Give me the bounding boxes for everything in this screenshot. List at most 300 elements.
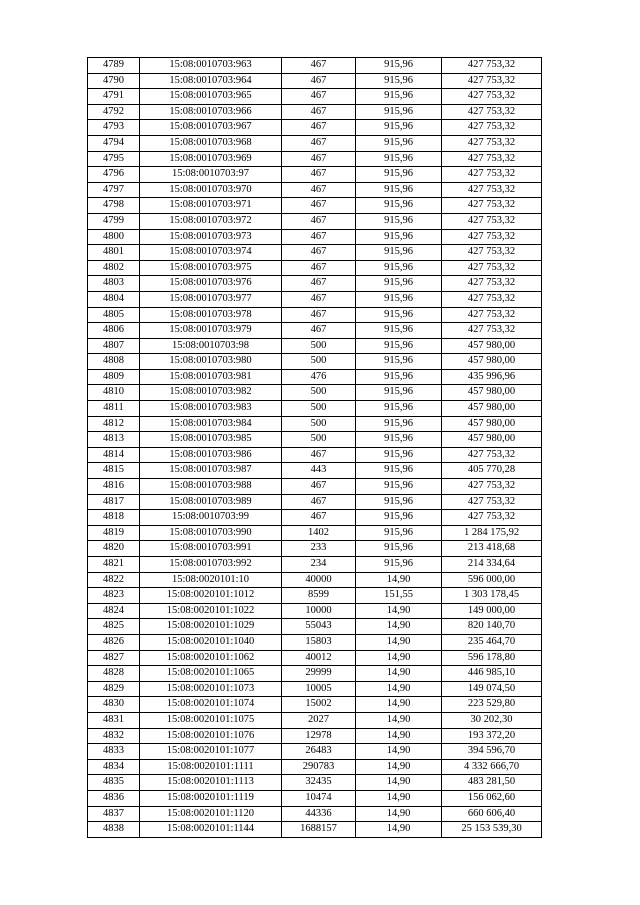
row-number-cell: 4798	[88, 198, 140, 214]
cadastral-value-cell: 427 753,32	[442, 104, 542, 120]
cadastral-number-cell: 15:08:0010703:980	[140, 354, 282, 370]
cadastral-number-cell: 15:08:0010703:981	[140, 369, 282, 385]
area-cell: 467	[282, 291, 356, 307]
table-row	[88, 650, 542, 666]
specific-value-cell: 915,96	[356, 229, 442, 245]
table-row	[88, 557, 542, 573]
cadastral-value-cell: 660 606,40	[442, 806, 542, 822]
row-number-cell: 4823	[88, 588, 140, 604]
row-number-cell: 4835	[88, 775, 140, 791]
area-cell: 500	[282, 338, 356, 354]
area-cell: 44336	[282, 806, 356, 822]
cadastral-number-cell: 15:08:0010703:976	[140, 276, 282, 292]
cadastral-number-cell: 15:08:0020101:1111	[140, 759, 282, 775]
row-number-cell: 4806	[88, 323, 140, 339]
specific-value-cell: 915,96	[356, 291, 442, 307]
cadastral-number-cell: 15:08:0020101:1075	[140, 712, 282, 728]
table-row	[88, 104, 542, 120]
area-cell: 467	[282, 182, 356, 198]
cadastral-value-cell: 457 980,00	[442, 416, 542, 432]
area-cell: 32435	[282, 775, 356, 791]
area-cell: 10474	[282, 790, 356, 806]
cadastral-value-cell: 427 753,32	[442, 291, 542, 307]
cadastral-number-cell: 15:08:0010703:988	[140, 479, 282, 495]
row-number-cell: 4792	[88, 104, 140, 120]
specific-value-cell: 915,96	[356, 557, 442, 573]
row-number-cell: 4817	[88, 494, 140, 510]
cadastral-number-cell: 15:08:0020101:1074	[140, 697, 282, 713]
table-row	[88, 291, 542, 307]
specific-value-cell: 915,96	[356, 541, 442, 557]
cadastral-value-cell: 427 753,32	[442, 167, 542, 183]
cadastral-number-cell: 15:08:0020101:1040	[140, 634, 282, 650]
table-row	[88, 681, 542, 697]
specific-value-cell: 915,96	[356, 104, 442, 120]
cadastral-value-cell: 213 418,68	[442, 541, 542, 557]
specific-value-cell: 915,96	[356, 416, 442, 432]
area-cell: 467	[282, 447, 356, 463]
cadastral-value-cell: 596 178,80	[442, 650, 542, 666]
row-number-cell: 4833	[88, 744, 140, 760]
cadastral-value-cell: 596 000,00	[442, 572, 542, 588]
area-cell: 290783	[282, 759, 356, 775]
table-row	[88, 790, 542, 806]
cadastral-value-cell: 457 980,00	[442, 338, 542, 354]
cadastral-value-cell: 214 334,64	[442, 557, 542, 573]
specific-value-cell: 14,90	[356, 728, 442, 744]
area-cell: 467	[282, 307, 356, 323]
specific-value-cell: 14,90	[356, 619, 442, 635]
cadastral-value-cell: 427 753,32	[442, 447, 542, 463]
row-number-cell: 4825	[88, 619, 140, 635]
row-number-cell: 4803	[88, 276, 140, 292]
area-cell: 233	[282, 541, 356, 557]
cadastral-value-cell: 427 753,32	[442, 213, 542, 229]
row-number-cell: 4796	[88, 167, 140, 183]
land-parcel-table	[87, 57, 542, 838]
area-cell: 55043	[282, 619, 356, 635]
cadastral-value-cell: 427 753,32	[442, 307, 542, 323]
table-body	[88, 58, 542, 838]
table-row	[88, 182, 542, 198]
cadastral-number-cell: 15:08:0010703:97	[140, 167, 282, 183]
area-cell: 1402	[282, 525, 356, 541]
table-row	[88, 213, 542, 229]
specific-value-cell: 14,90	[356, 634, 442, 650]
area-cell: 467	[282, 229, 356, 245]
cadastral-number-cell: 15:08:0010703:977	[140, 291, 282, 307]
specific-value-cell: 14,90	[356, 650, 442, 666]
specific-value-cell: 14,90	[356, 822, 442, 838]
cadastral-number-cell: 15:08:0020101:1113	[140, 775, 282, 791]
cadastral-number-cell: 15:08:0020101:1062	[140, 650, 282, 666]
area-cell: 467	[282, 198, 356, 214]
specific-value-cell: 14,90	[356, 697, 442, 713]
area-cell: 467	[282, 104, 356, 120]
cadastral-number-cell: 15:08:0010703:965	[140, 89, 282, 105]
table-row	[88, 619, 542, 635]
area-cell: 467	[282, 323, 356, 339]
table-row	[88, 229, 542, 245]
row-number-cell: 4810	[88, 385, 140, 401]
specific-value-cell: 915,96	[356, 447, 442, 463]
cadastral-value-cell: 193 372,20	[442, 728, 542, 744]
row-number-cell: 4834	[88, 759, 140, 775]
row-number-cell: 4829	[88, 681, 140, 697]
specific-value-cell: 14,90	[356, 712, 442, 728]
cadastral-value-cell: 427 753,32	[442, 58, 542, 74]
cadastral-number-cell: 15:08:0010703:992	[140, 557, 282, 573]
cadastral-value-cell: 394 596,70	[442, 744, 542, 760]
specific-value-cell: 915,96	[356, 385, 442, 401]
specific-value-cell: 915,96	[356, 120, 442, 136]
table-row	[88, 369, 542, 385]
area-cell: 500	[282, 385, 356, 401]
specific-value-cell: 14,90	[356, 681, 442, 697]
specific-value-cell: 915,96	[356, 307, 442, 323]
table-row	[88, 89, 542, 105]
table-row	[88, 541, 542, 557]
cadastral-number-cell: 15:08:0020101:1077	[140, 744, 282, 760]
cadastral-number-cell: 15:08:0010703:963	[140, 58, 282, 74]
row-number-cell: 4812	[88, 416, 140, 432]
table-row	[88, 401, 542, 417]
table-row	[88, 744, 542, 760]
area-cell: 500	[282, 416, 356, 432]
table-row	[88, 479, 542, 495]
row-number-cell: 4814	[88, 447, 140, 463]
area-cell: 10000	[282, 603, 356, 619]
area-cell: 15803	[282, 634, 356, 650]
cadastral-number-cell: 15:08:0010703:979	[140, 323, 282, 339]
area-cell: 40000	[282, 572, 356, 588]
row-number-cell: 4836	[88, 790, 140, 806]
cadastral-value-cell: 4 332 666,70	[442, 759, 542, 775]
row-number-cell: 4815	[88, 463, 140, 479]
cadastral-value-cell: 427 753,32	[442, 198, 542, 214]
table-row	[88, 728, 542, 744]
row-number-cell: 4828	[88, 666, 140, 682]
area-cell: 500	[282, 432, 356, 448]
row-number-cell: 4791	[88, 89, 140, 105]
table-row	[88, 712, 542, 728]
table-row	[88, 634, 542, 650]
table-row	[88, 151, 542, 167]
table-row	[88, 775, 542, 791]
cadastral-number-cell: 15:08:0010703:972	[140, 213, 282, 229]
area-cell: 443	[282, 463, 356, 479]
row-number-cell: 4832	[88, 728, 140, 744]
cadastral-number-cell: 15:08:0010703:989	[140, 494, 282, 510]
table-row	[88, 822, 542, 838]
table-row	[88, 463, 542, 479]
cadastral-value-cell: 223 529,80	[442, 697, 542, 713]
cadastral-value-cell: 25 153 539,30	[442, 822, 542, 838]
cadastral-number-cell: 15:08:0010703:991	[140, 541, 282, 557]
row-number-cell: 4837	[88, 806, 140, 822]
table-row	[88, 135, 542, 151]
specific-value-cell: 915,96	[356, 213, 442, 229]
specific-value-cell: 915,96	[356, 198, 442, 214]
cadastral-number-cell: 15:08:0020101:1119	[140, 790, 282, 806]
area-cell: 476	[282, 369, 356, 385]
area-cell: 26483	[282, 744, 356, 760]
area-cell: 234	[282, 557, 356, 573]
cadastral-number-cell: 15:08:0010703:970	[140, 182, 282, 198]
cadastral-value-cell: 446 985,10	[442, 666, 542, 682]
table-row	[88, 603, 542, 619]
area-cell: 467	[282, 213, 356, 229]
specific-value-cell: 915,96	[356, 182, 442, 198]
specific-value-cell: 915,96	[356, 510, 442, 526]
cadastral-value-cell: 427 753,32	[442, 323, 542, 339]
row-number-cell: 4831	[88, 712, 140, 728]
table-row	[88, 572, 542, 588]
area-cell: 467	[282, 510, 356, 526]
table-row	[88, 58, 542, 74]
specific-value-cell: 915,96	[356, 463, 442, 479]
specific-value-cell: 915,96	[356, 525, 442, 541]
cadastral-value-cell: 435 996,96	[442, 369, 542, 385]
cadastral-value-cell: 457 980,00	[442, 385, 542, 401]
cadastral-value-cell: 149 000,00	[442, 603, 542, 619]
specific-value-cell: 915,96	[356, 479, 442, 495]
row-number-cell: 4818	[88, 510, 140, 526]
cadastral-number-cell: 15:08:0020101:1076	[140, 728, 282, 744]
area-cell: 1688157	[282, 822, 356, 838]
cadastral-number-cell: 15:08:0010703:990	[140, 525, 282, 541]
specific-value-cell: 915,96	[356, 276, 442, 292]
cadastral-number-cell: 15:08:0020101:10	[140, 572, 282, 588]
row-number-cell: 4824	[88, 603, 140, 619]
specific-value-cell: 915,96	[356, 323, 442, 339]
cadastral-number-cell: 15:08:0010703:985	[140, 432, 282, 448]
row-number-cell: 4802	[88, 260, 140, 276]
cadastral-value-cell: 30 202,30	[442, 712, 542, 728]
specific-value-cell: 14,90	[356, 666, 442, 682]
row-number-cell: 4808	[88, 354, 140, 370]
table-row	[88, 666, 542, 682]
specific-value-cell: 915,96	[356, 369, 442, 385]
table-row	[88, 276, 542, 292]
table-row	[88, 806, 542, 822]
specific-value-cell: 14,90	[356, 572, 442, 588]
table-row	[88, 432, 542, 448]
row-number-cell: 4797	[88, 182, 140, 198]
area-cell: 467	[282, 167, 356, 183]
row-number-cell: 4822	[88, 572, 140, 588]
cadastral-number-cell: 15:08:0020101:1029	[140, 619, 282, 635]
specific-value-cell: 915,96	[356, 135, 442, 151]
specific-value-cell: 14,90	[356, 806, 442, 822]
table-row	[88, 385, 542, 401]
area-cell: 10005	[282, 681, 356, 697]
cadastral-value-cell: 427 753,32	[442, 510, 542, 526]
row-number-cell: 4827	[88, 650, 140, 666]
area-cell: 15002	[282, 697, 356, 713]
specific-value-cell: 915,96	[356, 58, 442, 74]
specific-value-cell: 14,90	[356, 790, 442, 806]
specific-value-cell: 915,96	[356, 354, 442, 370]
cadastral-number-cell: 15:08:0010703:975	[140, 260, 282, 276]
cadastral-number-cell: 15:08:0020101:1065	[140, 666, 282, 682]
area-cell: 500	[282, 401, 356, 417]
area-cell: 467	[282, 245, 356, 261]
cadastral-value-cell: 427 753,32	[442, 182, 542, 198]
area-cell: 29999	[282, 666, 356, 682]
table-row	[88, 416, 542, 432]
cadastral-value-cell: 457 980,00	[442, 432, 542, 448]
cadastral-value-cell: 457 980,00	[442, 354, 542, 370]
table-row	[88, 120, 542, 136]
table-row	[88, 697, 542, 713]
row-number-cell: 4799	[88, 213, 140, 229]
area-cell: 467	[282, 276, 356, 292]
table-row	[88, 759, 542, 775]
area-cell: 467	[282, 151, 356, 167]
area-cell: 467	[282, 494, 356, 510]
specific-value-cell: 915,96	[356, 401, 442, 417]
table-row	[88, 167, 542, 183]
table-row	[88, 338, 542, 354]
table-row	[88, 588, 542, 604]
specific-value-cell: 915,96	[356, 245, 442, 261]
specific-value-cell: 915,96	[356, 151, 442, 167]
row-number-cell: 4821	[88, 557, 140, 573]
row-number-cell: 4790	[88, 73, 140, 89]
area-cell: 467	[282, 58, 356, 74]
cadastral-number-cell: 15:08:0010703:974	[140, 245, 282, 261]
row-number-cell: 4838	[88, 822, 140, 838]
table-row	[88, 354, 542, 370]
cadastral-number-cell: 15:08:0020101:1022	[140, 603, 282, 619]
cadastral-number-cell: 15:08:0010703:984	[140, 416, 282, 432]
cadastral-number-cell: 15:08:0020101:1073	[140, 681, 282, 697]
cadastral-number-cell: 15:08:0010703:968	[140, 135, 282, 151]
cadastral-value-cell: 156 062,60	[442, 790, 542, 806]
area-cell: 40012	[282, 650, 356, 666]
cadastral-value-cell: 483 281,50	[442, 775, 542, 791]
table-row	[88, 494, 542, 510]
area-cell: 467	[282, 260, 356, 276]
row-number-cell: 4809	[88, 369, 140, 385]
cadastral-number-cell: 15:08:0010703:99	[140, 510, 282, 526]
specific-value-cell: 151,55	[356, 588, 442, 604]
specific-value-cell: 14,90	[356, 759, 442, 775]
row-number-cell: 4819	[88, 525, 140, 541]
row-number-cell: 4801	[88, 245, 140, 261]
cadastral-value-cell: 427 753,32	[442, 245, 542, 261]
row-number-cell: 4800	[88, 229, 140, 245]
table-row	[88, 525, 542, 541]
cadastral-value-cell: 405 770,28	[442, 463, 542, 479]
cadastral-value-cell: 457 980,00	[442, 401, 542, 417]
cadastral-value-cell: 235 464,70	[442, 634, 542, 650]
cadastral-value-cell: 427 753,32	[442, 479, 542, 495]
specific-value-cell: 915,96	[356, 260, 442, 276]
area-cell: 467	[282, 479, 356, 495]
table-row	[88, 245, 542, 261]
row-number-cell: 4816	[88, 479, 140, 495]
row-number-cell: 4804	[88, 291, 140, 307]
document-page	[87, 57, 541, 838]
cadastral-value-cell: 427 753,32	[442, 135, 542, 151]
cadastral-number-cell: 15:08:0010703:966	[140, 104, 282, 120]
row-number-cell: 4826	[88, 634, 140, 650]
table-row	[88, 73, 542, 89]
row-number-cell: 4820	[88, 541, 140, 557]
cadastral-value-cell: 820 140,70	[442, 619, 542, 635]
cadastral-number-cell: 15:08:0010703:973	[140, 229, 282, 245]
cadastral-number-cell: 15:08:0010703:982	[140, 385, 282, 401]
row-number-cell: 4789	[88, 58, 140, 74]
row-number-cell: 4811	[88, 401, 140, 417]
area-cell: 467	[282, 120, 356, 136]
row-number-cell: 4830	[88, 697, 140, 713]
cadastral-number-cell: 15:08:0010703:971	[140, 198, 282, 214]
area-cell: 467	[282, 73, 356, 89]
specific-value-cell: 14,90	[356, 603, 442, 619]
cadastral-number-cell: 15:08:0020101:1012	[140, 588, 282, 604]
specific-value-cell: 14,90	[356, 744, 442, 760]
row-number-cell: 4795	[88, 151, 140, 167]
cadastral-value-cell: 427 753,32	[442, 89, 542, 105]
cadastral-number-cell: 15:08:0020101:1120	[140, 806, 282, 822]
cadastral-value-cell: 427 753,32	[442, 260, 542, 276]
cadastral-number-cell: 15:08:0010703:98	[140, 338, 282, 354]
specific-value-cell: 915,96	[356, 167, 442, 183]
table-row	[88, 198, 542, 214]
table-row	[88, 307, 542, 323]
cadastral-number-cell: 15:08:0010703:967	[140, 120, 282, 136]
specific-value-cell: 915,96	[356, 89, 442, 105]
cadastral-value-cell: 149 074,50	[442, 681, 542, 697]
specific-value-cell: 915,96	[356, 432, 442, 448]
cadastral-value-cell: 427 753,32	[442, 494, 542, 510]
cadastral-number-cell: 15:08:0010703:983	[140, 401, 282, 417]
cadastral-value-cell: 427 753,32	[442, 276, 542, 292]
table-row	[88, 323, 542, 339]
area-cell: 8599	[282, 588, 356, 604]
area-cell: 467	[282, 89, 356, 105]
cadastral-number-cell: 15:08:0010703:987	[140, 463, 282, 479]
cadastral-value-cell: 427 753,32	[442, 73, 542, 89]
cadastral-number-cell: 15:08:0010703:964	[140, 73, 282, 89]
table-row	[88, 510, 542, 526]
cadastral-number-cell: 15:08:0010703:978	[140, 307, 282, 323]
cadastral-value-cell: 427 753,32	[442, 120, 542, 136]
specific-value-cell: 915,96	[356, 73, 442, 89]
row-number-cell: 4793	[88, 120, 140, 136]
specific-value-cell: 915,96	[356, 494, 442, 510]
specific-value-cell: 14,90	[356, 775, 442, 791]
row-number-cell: 4805	[88, 307, 140, 323]
cadastral-value-cell: 1 303 178,45	[442, 588, 542, 604]
cadastral-value-cell: 427 753,32	[442, 151, 542, 167]
area-cell: 12978	[282, 728, 356, 744]
specific-value-cell: 915,96	[356, 338, 442, 354]
cadastral-number-cell: 15:08:0010703:969	[140, 151, 282, 167]
cadastral-number-cell: 15:08:0020101:1144	[140, 822, 282, 838]
row-number-cell: 4807	[88, 338, 140, 354]
table-row	[88, 447, 542, 463]
cadastral-value-cell: 1 284 175,92	[442, 525, 542, 541]
area-cell: 500	[282, 354, 356, 370]
row-number-cell: 4794	[88, 135, 140, 151]
cadastral-number-cell: 15:08:0010703:986	[140, 447, 282, 463]
area-cell: 467	[282, 135, 356, 151]
table-row	[88, 260, 542, 276]
